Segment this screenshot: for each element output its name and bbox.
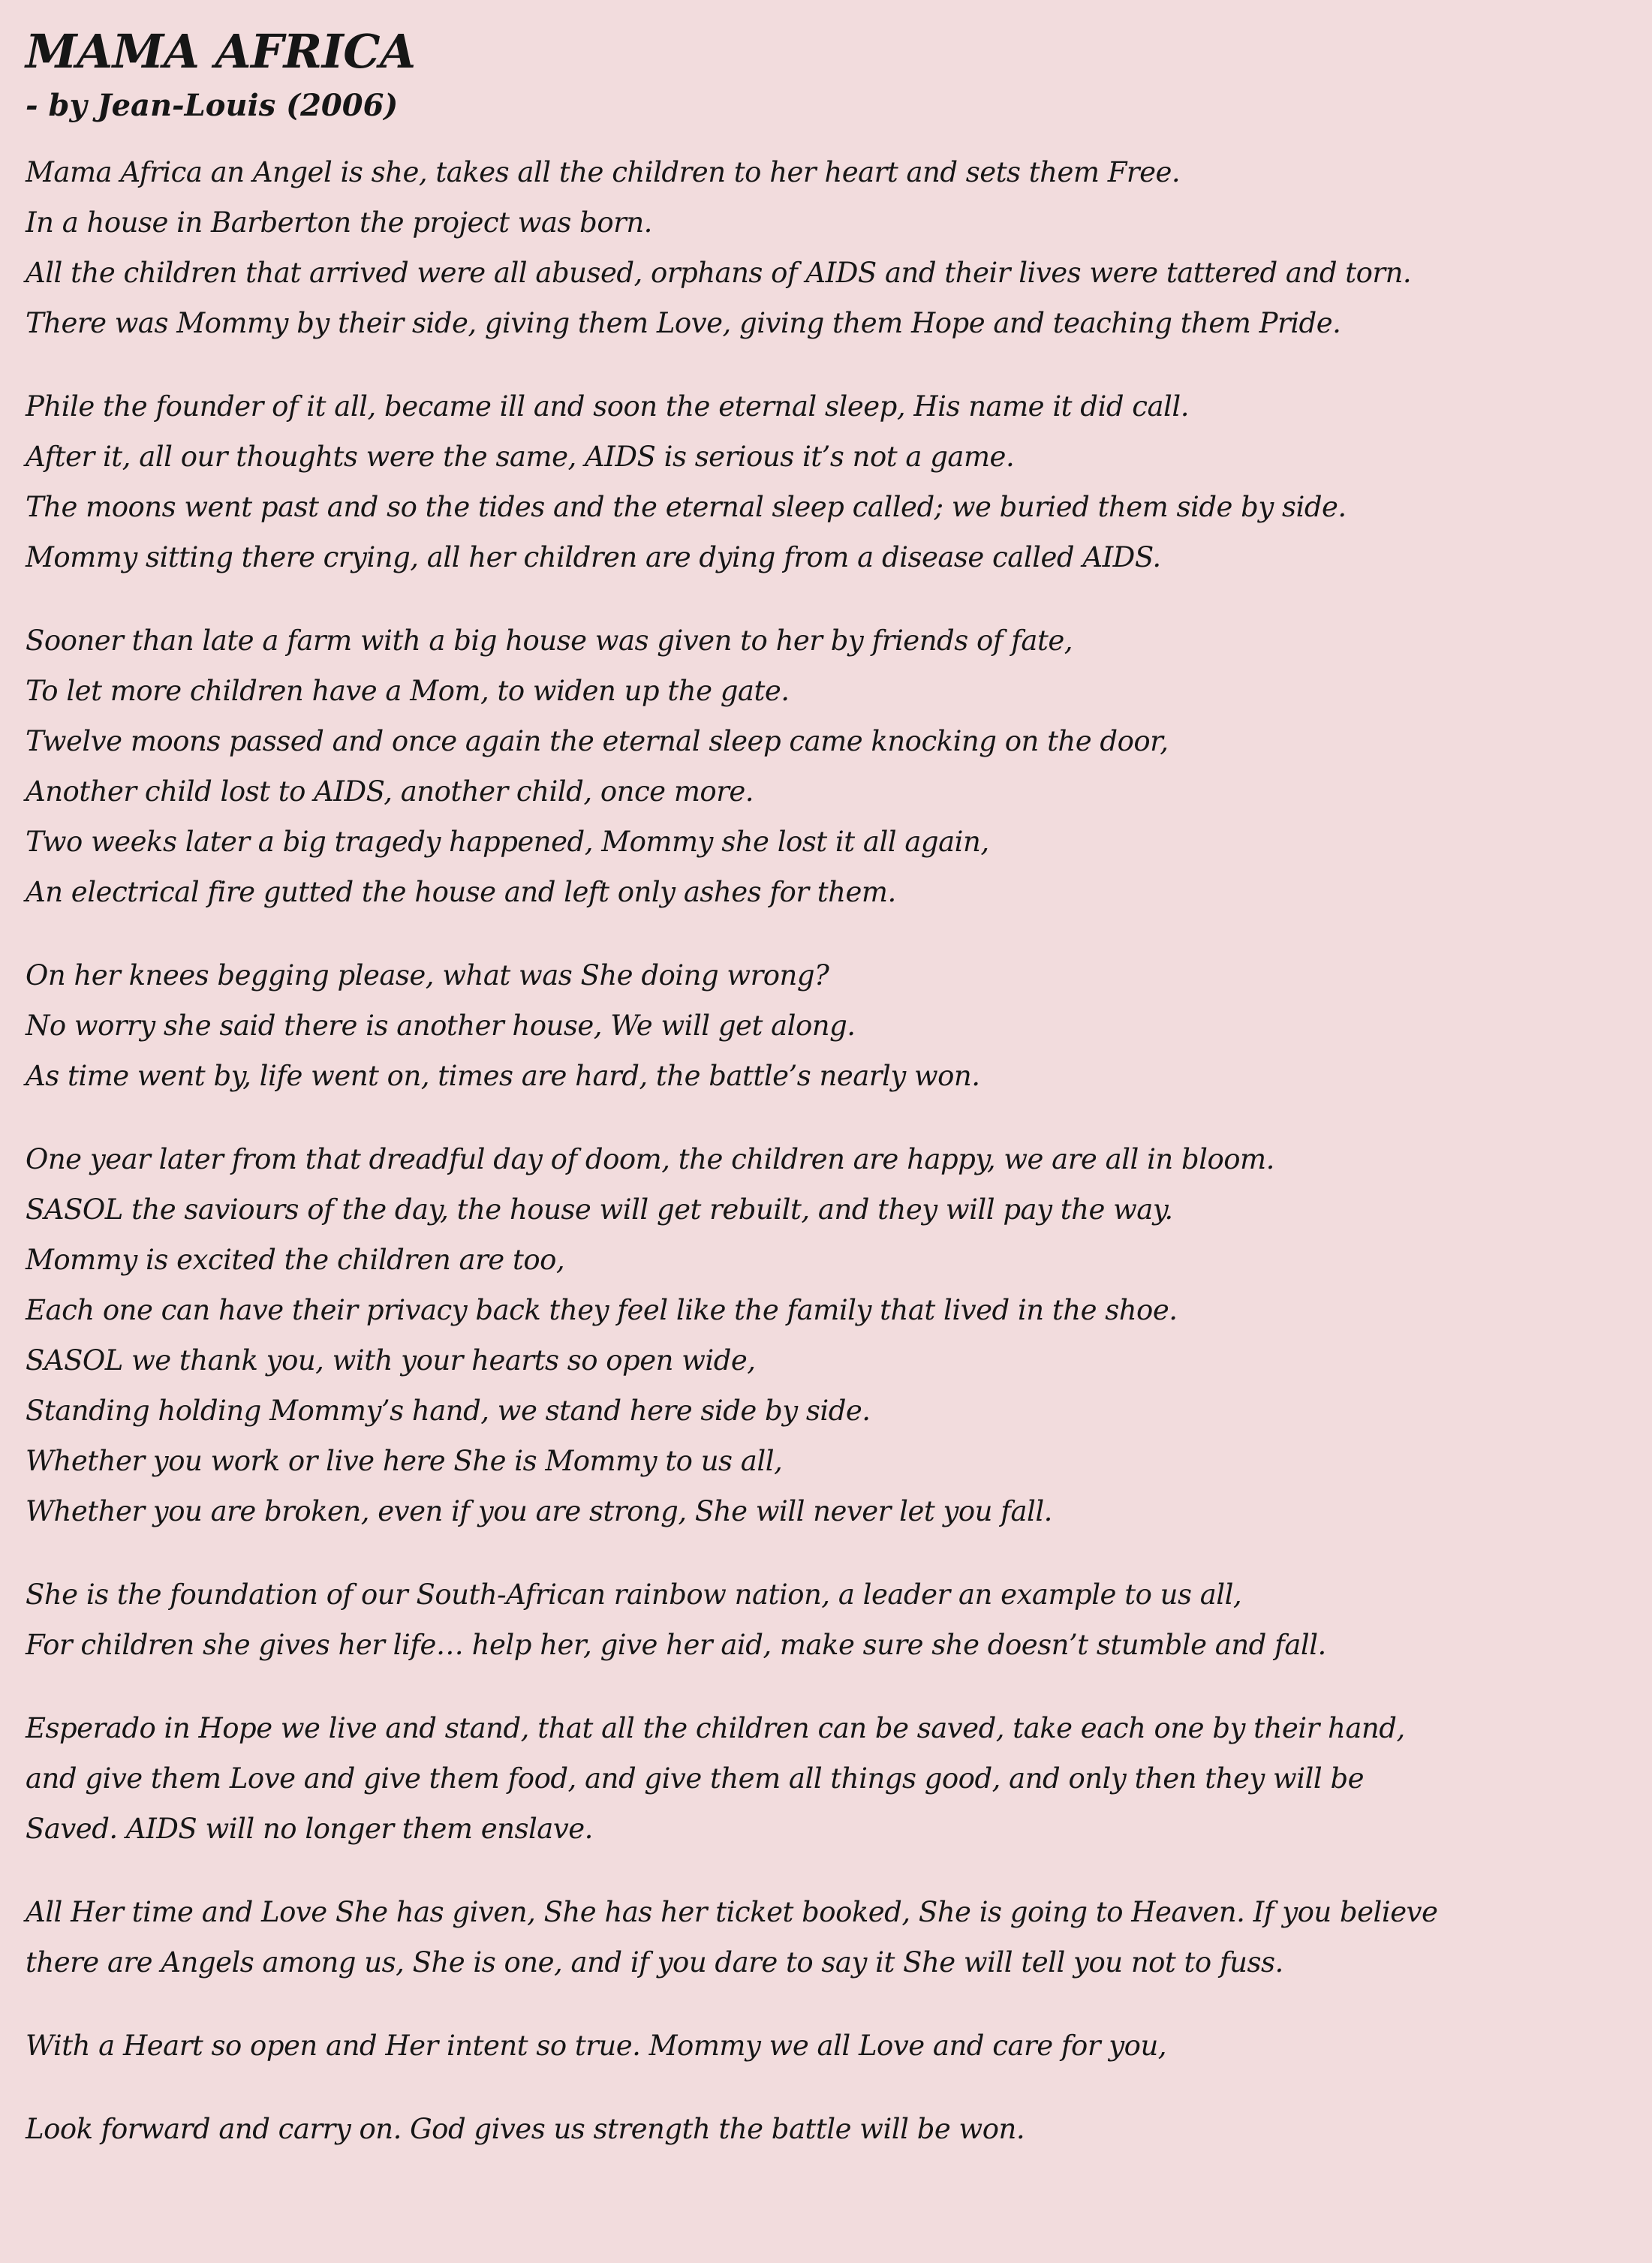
poem-line: In a house in Barberton the project was born. bbox=[26, 206, 652, 239]
poem-line: With a Heart so open and Her intent so true. Mommy we all Love and care for you, bbox=[26, 2030, 1167, 2062]
poem-title: MAMA AFRICA bbox=[26, 24, 416, 79]
poem-line: SASOL the saviours of the day, the house will get rebuilt, and they will pay the way. bbox=[26, 1193, 1173, 1226]
poem-line: and give them Love and give them food, and give them all things good, and only then they will be bbox=[26, 1762, 1365, 1795]
poem-line: Sooner than late a farm with a big house was given to her by friends of fate, bbox=[26, 624, 1073, 657]
poem-line: SASOL we thank you, with your hearts so open wide, bbox=[26, 1344, 756, 1377]
poem-line: For children she gives her life… help her, give her aid, make sure she doesn’t stumble and fall. bbox=[26, 1629, 1326, 1661]
poem-body bbox=[26, 147, 1637, 2154]
poem-stanza bbox=[26, 1134, 1637, 1536]
poem-stanza bbox=[26, 615, 1637, 917]
poem-line: Whether you are broken, even if you are strong, She will never let you fall. bbox=[26, 1495, 1052, 1527]
poem-line: Each one can have their privacy back they feel like the family that lived in the shoe. bbox=[26, 1294, 1178, 1326]
poem-line: All the children that arrived were all abused, orphans of AIDS and their lives were tattered and torn. bbox=[26, 257, 1412, 289]
poem-line: Twelve moons passed and once again the eternal sleep came knocking on the door, bbox=[26, 725, 1169, 757]
poem-line: Mommy is excited the children are too, bbox=[26, 1244, 565, 1276]
poem-line: there are Angels among us, She is one, and if you dare to say it She will tell you not to fuss. bbox=[26, 1946, 1283, 1979]
poem-stanza bbox=[26, 381, 1637, 582]
poem-line: Mommy sitting there crying, all her children are dying from a disease called AIDS. bbox=[26, 541, 1161, 573]
poem-line: Saved. AIDS will no longer them enslave. bbox=[26, 1813, 593, 1845]
poem-line: An electrical fire gutted the house and left only ashes for them. bbox=[26, 876, 896, 908]
poem-stanza bbox=[26, 950, 1637, 1101]
poem-stanza bbox=[26, 1887, 1637, 1988]
poem-line: On her knees begging please, what was She doing wrong? bbox=[26, 959, 829, 992]
poem-line: No worry she said there is another house, We will get along. bbox=[26, 1010, 856, 1042]
poem-line: Phile the founder of it all, became ill and soon the eternal sleep, His name it did call. bbox=[26, 390, 1189, 423]
poem-line: Esperado in Hope we live and stand, that all the children can be saved, take each one by their hand, bbox=[26, 1712, 1405, 1744]
poem-line: There was Mommy by their side, giving them Love, giving them Hope and teaching them Pride. bbox=[26, 307, 1341, 339]
poem-line: Two weeks later a big tragedy happened, Mommy she lost it all again, bbox=[26, 826, 989, 858]
poem-line: Another child lost to AIDS, another child, once more. bbox=[26, 775, 754, 808]
poem-stanza bbox=[26, 2104, 1637, 2154]
poem-line: All Her time and Love She has given, She has her ticket booked, She is going to Heaven. If you believe bbox=[26, 1896, 1438, 1928]
poem-line: One year later from that dreadful day of doom, the children are happy, we are all in bloom. bbox=[26, 1143, 1274, 1175]
poem-line: Mama Africa an Angel is she, takes all the children to her heart and sets them Free. bbox=[26, 156, 1181, 188]
poem-line: She is the foundation of our South-African rainbow nation, a leader an example to us all, bbox=[26, 1578, 1242, 1611]
poem-line: To let more children have a Mom, to widen up the gate. bbox=[26, 675, 790, 707]
poem-line: Look forward and carry on. God gives us strength the battle will be won. bbox=[26, 2113, 1025, 2145]
poem-line: After it, all our thoughts were the same, AIDS is serious it’s not a game. bbox=[26, 441, 1015, 473]
poem-stanza bbox=[26, 1703, 1637, 1854]
poem-line: The moons went past and so the tides and the eternal sleep called; we buried them side by side. bbox=[26, 491, 1347, 523]
poem-line: Whether you work or live here She is Mommy to us all, bbox=[26, 1445, 783, 1477]
poem-stanza bbox=[26, 1569, 1637, 1670]
poem-line: Standing holding Mommy’s hand, we stand here side by side. bbox=[26, 1395, 871, 1427]
poem-stanza bbox=[26, 147, 1637, 348]
poem-stanza bbox=[26, 2021, 1637, 2071]
poem-line: As time went by, life went on, times are hard, the battle’s nearly won. bbox=[26, 1060, 980, 1092]
poem-byline: - by Jean-Louis (2006) bbox=[26, 88, 399, 123]
